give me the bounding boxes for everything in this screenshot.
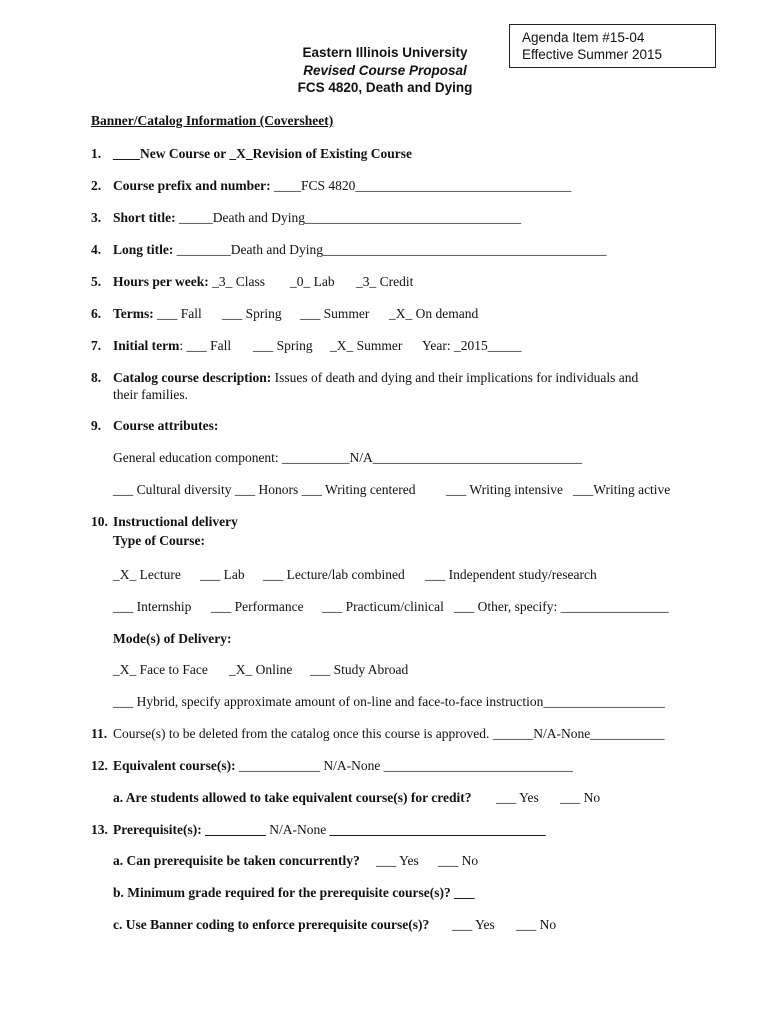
minimum-grade-blank: ___ (454, 885, 475, 900)
item-number: 10. (91, 514, 108, 529)
item-number: 11. (91, 726, 108, 741)
deleted-courses-line: Course(s) to be deleted from the catalog once this course is approved. ______N/A-None___________ (113, 726, 665, 741)
type-other: ___ Other, specify: ________________ (454, 599, 669, 614)
terms-spring: ___ Spring (222, 306, 282, 321)
initial-term-year: Year: _2015_____ (422, 338, 522, 353)
initial-term-label: Initial term (113, 338, 180, 353)
initial-term-spring: ___ Spring (253, 338, 313, 353)
attributes-line: ___ Cultural diversity ___ Honors ___ Writing centered (113, 482, 416, 497)
prerequisites-blank: _________ (201, 822, 270, 837)
hours-class: _3_ Class (208, 274, 266, 289)
item-number: 1. (91, 146, 102, 161)
hours-lab: _0_ Lab (290, 274, 335, 289)
prerequisites-value: N/A-None (269, 822, 330, 837)
mode-face-to-face: _X_ Face to Face (113, 662, 208, 677)
terms-line (113, 305, 202, 322)
concurrent-yes: ___ Yes (376, 853, 419, 868)
instructional-delivery-label: Instructional delivery (113, 514, 238, 529)
long-title-line (113, 241, 606, 258)
course-prefix-value: ____FCS 4820________________________________ (270, 178, 572, 193)
equivalent-courses-label: Equivalent course(s): (113, 758, 236, 773)
type-of-course-label: Type of Course: (113, 533, 205, 548)
effective-date-label: Effective Summer 2015 (522, 47, 663, 62)
prerequisites-line (113, 821, 546, 838)
item-number: 8. (91, 370, 102, 385)
banner-coding-yes: ___ Yes (452, 917, 495, 932)
terms-on-demand: _X_ On demand (389, 306, 479, 321)
long-title-label: Long title: (113, 242, 174, 257)
type-lab: ___ Lab (200, 567, 245, 582)
short-title-line (113, 209, 521, 226)
item-number: 2. (91, 178, 102, 193)
terms-label: Terms: (113, 306, 154, 321)
writing-intensive: ___ Writing intensive (446, 482, 563, 497)
item-number: 6. (91, 306, 102, 321)
banner-coding-question: c. Use Banner coding to enforce prerequisite course(s)? (113, 917, 430, 932)
type-lecture: _X_ Lecture (113, 567, 181, 582)
item-number: 5. (91, 274, 102, 289)
equivalent-credit-no: ___ No (560, 790, 601, 805)
gen-ed-line: General education component: __________N/A_______________________________ (113, 450, 583, 465)
course-prefix-label: Course prefix and number: (113, 178, 271, 193)
course-type-line: ____New Course or _X_Revision of Existing Course (113, 146, 412, 161)
short-title-value: _____Death and Dying________________________________ (175, 210, 521, 225)
course-title: FCS 4820, Death and Dying (297, 80, 473, 95)
hours-label: Hours per week: (113, 274, 209, 289)
catalog-description-text-2: their families. (113, 387, 188, 402)
equivalent-courses-value: ____________ N/A-None ____________________________ (235, 758, 573, 773)
minimum-grade-question (113, 884, 474, 901)
university-title: Eastern Illinois University (302, 45, 468, 60)
prerequisites-label: Prerequisite(s): (113, 822, 202, 837)
initial-term-summer: _X_ Summer (330, 338, 403, 353)
initial-term-fall: : ___ Fall (179, 338, 232, 353)
writing-active: ___Writing active (573, 482, 671, 497)
long-title-value: ________Death and Dying__________________________________________ (173, 242, 607, 257)
banner-coding-no: ___ No (516, 917, 557, 932)
course-attributes-label: Course attributes: (113, 418, 219, 433)
mode-hybrid: ___ Hybrid, specify approximate amount of on-line and face-to-face instruction__________________ (113, 694, 665, 709)
type-lecture-lab: ___ Lecture/lab combined (263, 567, 405, 582)
prerequisites-blank-2: ________________________________ (329, 822, 546, 837)
item-number: 12. (91, 758, 108, 773)
catalog-description-label: Catalog course description: (113, 370, 272, 385)
section-title: Banner/Catalog Information (Coversheet) (91, 113, 334, 128)
modes-of-delivery-label: Mode(s) of Delivery: (113, 631, 232, 646)
equivalent-credit-question: a. Are students allowed to take equivalent course(s) for credit? (113, 790, 472, 805)
terms-summer: ___ Summer (300, 306, 370, 321)
mode-online: _X_ Online (229, 662, 293, 677)
mode-study-abroad: ___ Study Abroad (310, 662, 409, 677)
equivalent-courses-line (113, 757, 573, 774)
type-practicum: ___ Practicum/clinical (322, 599, 444, 614)
item-number: 4. (91, 242, 102, 257)
agenda-item-label: Agenda Item #15-04 (522, 30, 645, 45)
short-title-label: Short title: (113, 210, 176, 225)
catalog-description-text: Issues of death and dying and their implications for individuals and (271, 370, 639, 385)
agenda-box (509, 24, 716, 68)
concurrent-question: a. Can prerequisite be taken concurrently? (113, 853, 360, 868)
initial-term-line (113, 337, 231, 354)
terms-fall: ___ Fall (153, 306, 202, 321)
item-number: 3. (91, 210, 102, 225)
type-internship: ___ Internship (113, 599, 192, 614)
minimum-grade-text: b. Minimum grade required for the prerequisite course(s)? (113, 885, 451, 900)
equivalent-credit-yes: ___ Yes (496, 790, 539, 805)
hours-credit: _3_ Credit (356, 274, 414, 289)
item-number: 7. (91, 338, 102, 353)
item-number: 9. (91, 418, 102, 433)
proposal-title: Revised Course Proposal (303, 63, 467, 78)
hours-line (113, 273, 265, 290)
type-performance: ___ Performance (211, 599, 304, 614)
concurrent-no: ___ No (438, 853, 479, 868)
catalog-description-line (113, 369, 638, 386)
type-independent: ___ Independent study/research (425, 567, 597, 582)
item-number: 13. (91, 822, 108, 837)
course-prefix-line (113, 177, 571, 194)
